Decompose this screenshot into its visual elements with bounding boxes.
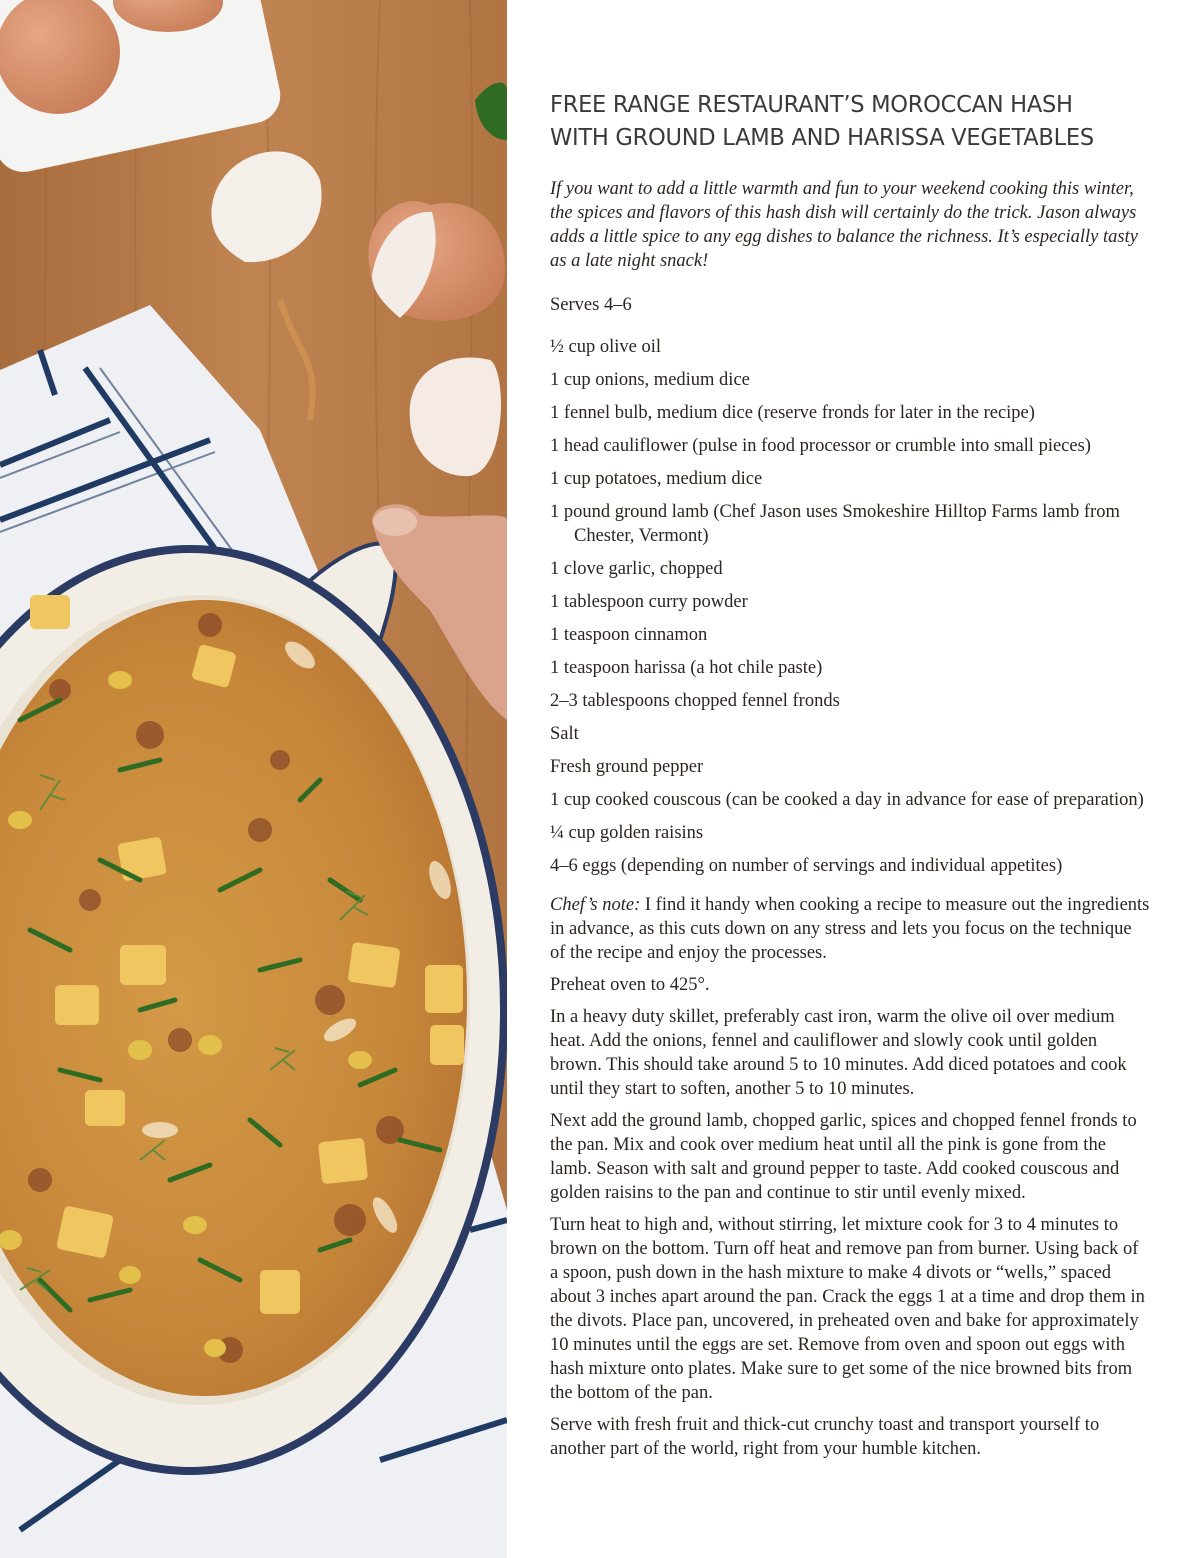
ingredient-item: 4–6 eggs (depending on number of servings and individual appetites)	[550, 856, 1063, 876]
ingredient-item: Fresh ground pepper	[550, 757, 704, 777]
servings: Serves 4–6	[550, 295, 632, 315]
ingredient-item: Salt	[550, 724, 579, 744]
ingredient-item: 1 head cauliflower (pulse in food processor or crumble into small pieces)	[550, 436, 1091, 456]
ingredient-item: 1 cup potatoes, medium dice	[550, 469, 763, 489]
ingredient-list	[550, 335, 1150, 878]
chef-note-text: I find it handy when cooking a recipe to measure out the ingredients in advance, as this cuts down on any stress and lets you focus on the technique of the recipe and enjoy the processes.	[550, 895, 1150, 963]
ingredient-item: 1 teaspoon harissa (a hot chile paste)	[550, 658, 823, 678]
ingredient-item: 1 cup onions, medium dice	[550, 370, 750, 390]
instruction-step: Turn heat to high and, without stirring, let mixture cook for 3 to 4 minutes to brown on the bottom. Turn off heat and remove pan from burner. Using back of a spoon, push down in the hash mixture to make 4 divots or “wells,” spaced about 3 inches apart around the pan. Crack the eggs 1 at a time and drop them in the divots. Place pan, uncovered, in preheated oven and bake for approximately 10 minutes until the eggs are set. Remove from oven and spoon out eggs with hash mixture onto plates. Make sure to get some of the nice browned bits from the bottom of the pan.	[550, 1215, 1145, 1403]
chef-note-label: Chef’s note:	[550, 895, 641, 915]
ingredient-item: 1 clove garlic, chopped	[550, 559, 723, 579]
recipe-title-line-1: FREE RANGE RESTAURANT’S MOROCCAN HASH	[550, 90, 1073, 118]
instruction-step: Next add the ground lamb, chopped garlic, spices and chopped fennel fronds to the pan. Mix and cook over medium heat until all the pink is gone from the lamb. Season with salt and ground pepper to taste. Add cooked couscous and golden raisins to the pan and continue to stir until evenly mixed.	[550, 1111, 1137, 1203]
recipe-intro: If you want to add a little warmth and fun to your weekend cooking this winter, the spices and flavors of this hash dish will certainly do the trick. Jason always adds a little spice to any egg dishes to balance the richness. It’s especially tasty as a late night snack!	[550, 179, 1138, 271]
ingredient-item: ¼ cup golden raisins	[550, 823, 704, 843]
ingredient-item: 1 pound ground lamb (Chef Jason uses Smokeshire Hilltop Farms lamb from Chester, Vermont)	[550, 502, 1120, 546]
recipe-title	[550, 88, 1145, 154]
ingredient-item: 1 tablespoon curry powder	[550, 592, 748, 612]
food-photo	[0, 0, 507, 1558]
ingredient-item: 1 teaspoon cinnamon	[550, 625, 708, 645]
chef-note	[550, 893, 1150, 965]
food-photo-illustration	[0, 0, 507, 1558]
recipe-text-column	[550, 88, 1150, 1469]
ingredient-item: ½ cup olive oil	[550, 337, 661, 357]
recipe-title-line-2: WITH GROUND LAMB AND HARISSA VEGETABLES	[550, 123, 1094, 151]
instruction-step: Preheat oven to 425°.	[550, 975, 710, 995]
instruction-step: Serve with fresh fruit and thick-cut crunchy toast and transport yourself to another part of the world, right from your humble kitchen.	[550, 1415, 1100, 1459]
ingredient-item: 1 fennel bulb, medium dice (reserve fronds for later in the recipe)	[550, 403, 1035, 423]
instruction-step: In a heavy duty skillet, preferably cast iron, warm the olive oil over medium heat. Add the onions, fennel and cauliflower and slowly cook until golden brown. This should take around 5 to 10 minutes. Add diced potatoes and cook until they start to soften, another 5 to 10 minutes.	[550, 1007, 1127, 1099]
ingredient-item: 2–3 tablespoons chopped fennel fronds	[550, 691, 840, 711]
ingredient-item: 1 cup cooked couscous (can be cooked a day in advance for ease of preparation)	[550, 790, 1144, 810]
